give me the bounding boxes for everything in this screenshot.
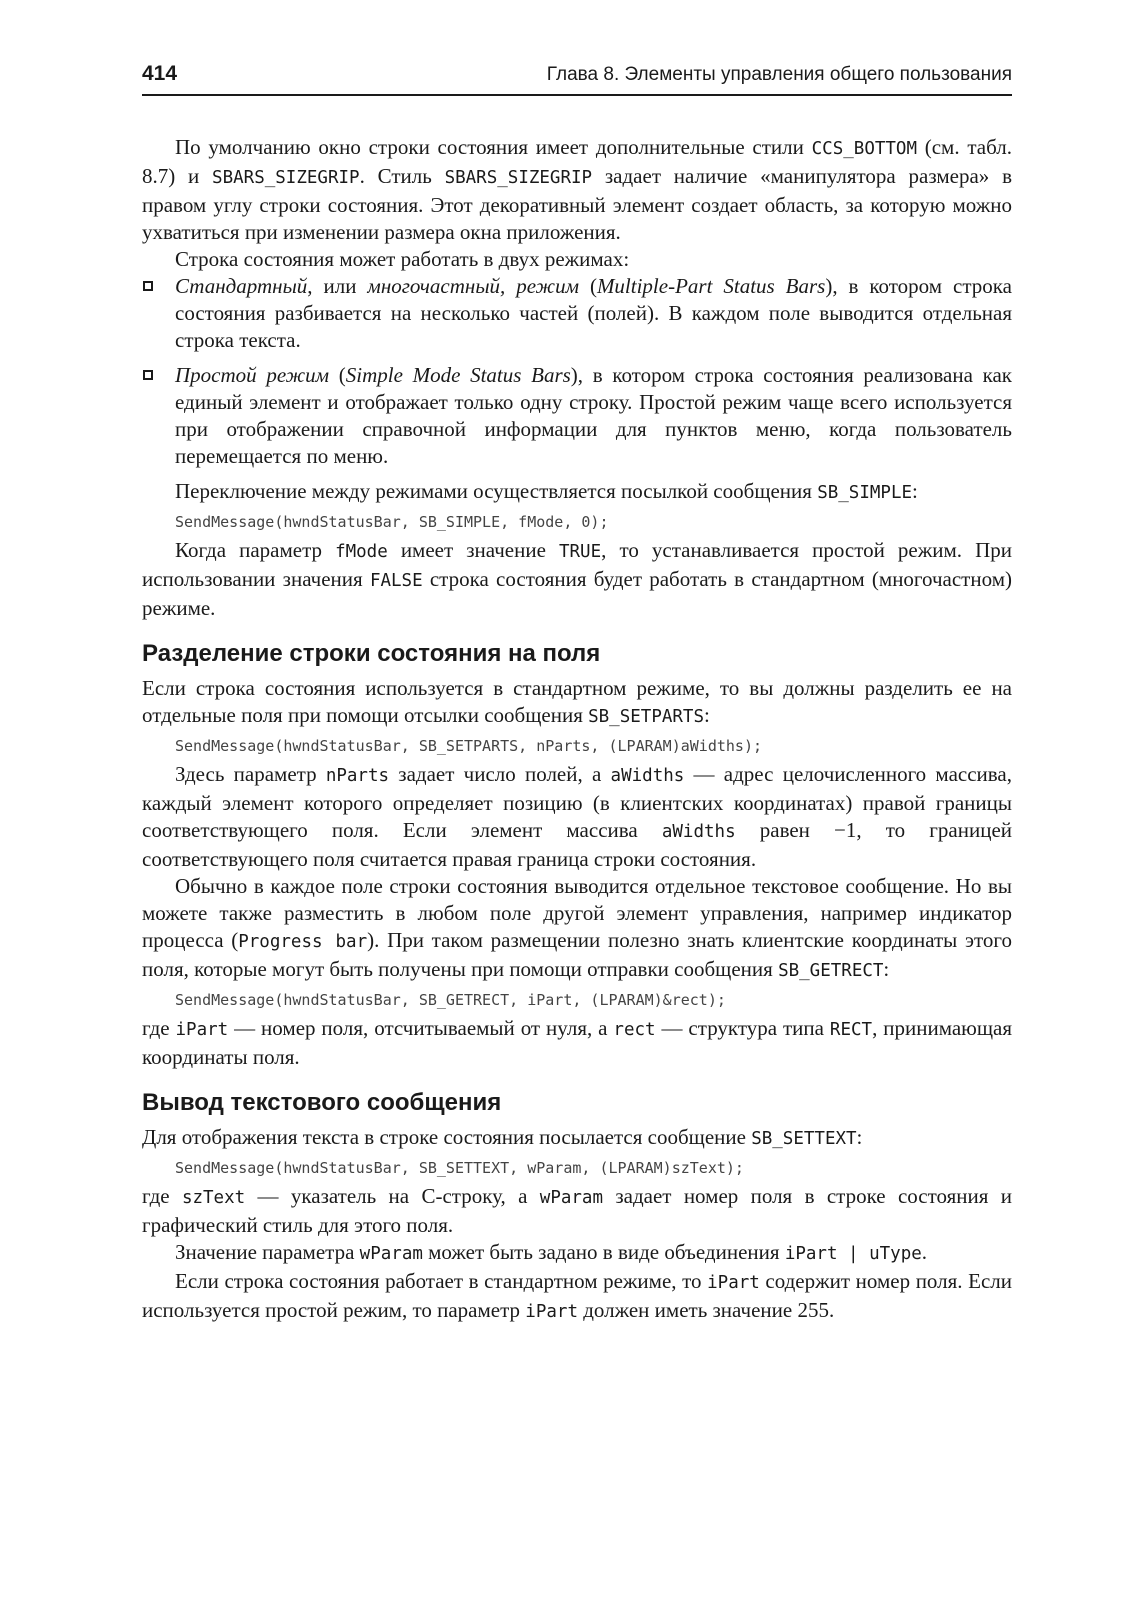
text: , или bbox=[307, 274, 368, 298]
page-body bbox=[142, 134, 1012, 1326]
italic-term: многочастный, режим bbox=[367, 274, 579, 298]
text: должен иметь значение 255. bbox=[577, 1298, 835, 1322]
paragraph bbox=[142, 478, 1012, 507]
code-term: SB_SIMPLE bbox=[817, 483, 913, 503]
code-term: SB_SETTEXT bbox=[751, 1129, 857, 1149]
code-line: SendMessage(hwndStatusBar, SB_SIMPLE, fMode, 0); bbox=[175, 513, 609, 531]
text: ), в котором строка состояния разбивается на несколько частей (полей). В каждом поле выводится отдельная строка текста. bbox=[175, 274, 1012, 352]
text: содержит номер поля. Если используется простой режим, то параметр bbox=[142, 1269, 1013, 1322]
code-term: Progress bar bbox=[238, 932, 368, 952]
italic-term: Multiple-Part Status Bars bbox=[596, 274, 826, 298]
paragraph bbox=[142, 675, 1012, 731]
code-term: SBARS_SIZEGRIP bbox=[444, 168, 593, 188]
code-term: szText bbox=[181, 1188, 246, 1208]
checkbox-bullet-icon bbox=[143, 281, 153, 291]
code-term: SB_SETPARTS bbox=[588, 707, 705, 727]
code-term: aWidths bbox=[661, 822, 736, 842]
section-heading: Разделение строки состояния на поля bbox=[142, 640, 601, 667]
text: По умолчанию окно строки состояния имеет дополнительные стили bbox=[175, 135, 812, 159]
paragraph bbox=[142, 761, 1012, 873]
paragraph bbox=[142, 873, 1012, 985]
code-term: wParam bbox=[539, 1188, 603, 1208]
text: задает наличие «манипулятора размера» в правом углу строки состояния. Этот декоративный элемент создает область, за которую можно ухватиться при изменении размера окна приложения. bbox=[142, 164, 1012, 244]
text: где bbox=[142, 1184, 182, 1208]
paragraph bbox=[142, 1183, 1012, 1239]
paragraph bbox=[142, 1124, 1012, 1153]
italic-term: Простой режим bbox=[175, 363, 330, 387]
text: Значение параметра bbox=[175, 1240, 360, 1264]
running-title: Глава 8. Элементы управления общего пользования bbox=[546, 64, 1012, 85]
code-term: TRUE bbox=[558, 542, 602, 562]
code-term: FALSE bbox=[369, 571, 423, 591]
text: ( bbox=[578, 274, 597, 298]
text: — адрес целочисленного массива, каждый элемент которого определяет позицию (в клиентских координатах) правой границы соответствующего поля. Если элемент массива bbox=[142, 762, 1012, 842]
code-term: iPart bbox=[525, 1302, 578, 1322]
text: , принимающая координаты поля. bbox=[142, 1016, 1012, 1069]
section-heading: Вывод текстового сообщения bbox=[142, 1089, 502, 1116]
text: Для отображения текста в строке состояния посылается сообщение bbox=[142, 1125, 752, 1149]
text: Обычно в каждое поле строки состояния выводится отдельное текстовое сообщение. Но вы можете также разместить в любом поле другой элемент управления, например индикатор процесса ( bbox=[142, 874, 1012, 952]
text: ). При таком размещении полезно знать клиентские координаты этого поля, которые могут быть получены при помощи отправки сообщения bbox=[142, 928, 1012, 981]
code-line: SendMessage(hwndStatusBar, SB_SETTEXT, wParam, (LPARAM)szText); bbox=[175, 1159, 744, 1177]
code-term: fMode bbox=[335, 542, 388, 562]
text: . bbox=[921, 1240, 928, 1264]
text: Переключение между режимами осуществляется посылкой сообщения bbox=[175, 479, 818, 503]
code-term: SBARS_SIZEGRIP bbox=[212, 168, 360, 188]
text: может быть задано в виде объединения bbox=[422, 1240, 785, 1264]
code-term: iPart bbox=[175, 1020, 229, 1040]
text: где bbox=[142, 1016, 176, 1040]
text: ( bbox=[329, 363, 346, 387]
paragraph bbox=[142, 1268, 1012, 1326]
text: ), в котором строка состояния реализована как единый элемент и отображает только одну строку. Простой режим чаще всего используется при отображении справочной информации для пунктов меню, когда пользователь перемещается по меню. bbox=[175, 363, 1013, 468]
bullet-list bbox=[142, 273, 1012, 470]
text: Когда параметр bbox=[175, 538, 336, 562]
code-term: aWidths bbox=[610, 766, 685, 786]
text: задает номер поля в строке состояния и графический стиль для этого поля. bbox=[142, 1184, 1012, 1237]
code-term: RECT bbox=[829, 1020, 873, 1040]
paragraph bbox=[142, 134, 1012, 246]
checkbox-bullet-icon bbox=[143, 370, 153, 380]
text: , то устанавливается простой режим. При использовании значения bbox=[142, 538, 1012, 591]
code-line: SendMessage(hwndStatusBar, SB_GETRECT, iPart, (LPARAM)&rect); bbox=[175, 991, 726, 1009]
text: : bbox=[704, 703, 710, 727]
code-term: nParts bbox=[325, 766, 390, 786]
code-term: rect bbox=[613, 1020, 656, 1040]
italic-term: Стандартный bbox=[175, 274, 308, 298]
text: равен −1, то границей соответствующего поля считается правая граница строки состояния. bbox=[142, 818, 1013, 871]
text: — структура типа bbox=[655, 1016, 830, 1040]
list-item bbox=[142, 273, 1012, 354]
paragraph bbox=[142, 1239, 1012, 1268]
list-item bbox=[142, 362, 1012, 470]
code-line: SendMessage(hwndStatusBar, SB_SETPARTS, nParts, (LPARAM)aWidths); bbox=[175, 737, 762, 755]
text: (см. табл. 8.7) и bbox=[142, 135, 1012, 188]
page-header bbox=[142, 62, 1012, 96]
paragraph bbox=[142, 537, 1012, 622]
text: : bbox=[883, 957, 890, 981]
text: — указатель на C-строку, а bbox=[245, 1184, 540, 1208]
code-term: CCS_BOTTOM bbox=[811, 139, 917, 159]
text: : bbox=[856, 1125, 863, 1149]
text: Если строка состояния работает в стандартном режиме, то bbox=[175, 1269, 708, 1293]
text: Здесь параметр bbox=[175, 762, 326, 786]
paragraph: Строка состояния может работать в двух режимах: bbox=[175, 247, 630, 271]
page-number: 414 bbox=[142, 62, 178, 85]
text: строка состояния будет работать в стандартном (многочастном) режиме. bbox=[142, 567, 1012, 620]
code-term: iPart | uType bbox=[784, 1244, 922, 1264]
code-term: wParam bbox=[359, 1244, 423, 1264]
text: Если строка состояния используется в стандартном режиме, то вы должны разделить ее на отдельные поля при помощи отсылки сообщения bbox=[142, 676, 1012, 727]
code-term: iPart bbox=[707, 1273, 760, 1293]
text: имеет значение bbox=[387, 538, 559, 562]
text: задает число полей, а bbox=[389, 762, 611, 786]
code-term: SB_GETRECT bbox=[778, 961, 884, 981]
text: . Стиль bbox=[359, 164, 445, 188]
text: — номер поля, отсчитываемый от нуля, а bbox=[228, 1016, 614, 1040]
text: : bbox=[912, 479, 918, 503]
paragraph bbox=[142, 1015, 1012, 1071]
italic-term: Simple Mode Status Bars bbox=[345, 363, 571, 387]
